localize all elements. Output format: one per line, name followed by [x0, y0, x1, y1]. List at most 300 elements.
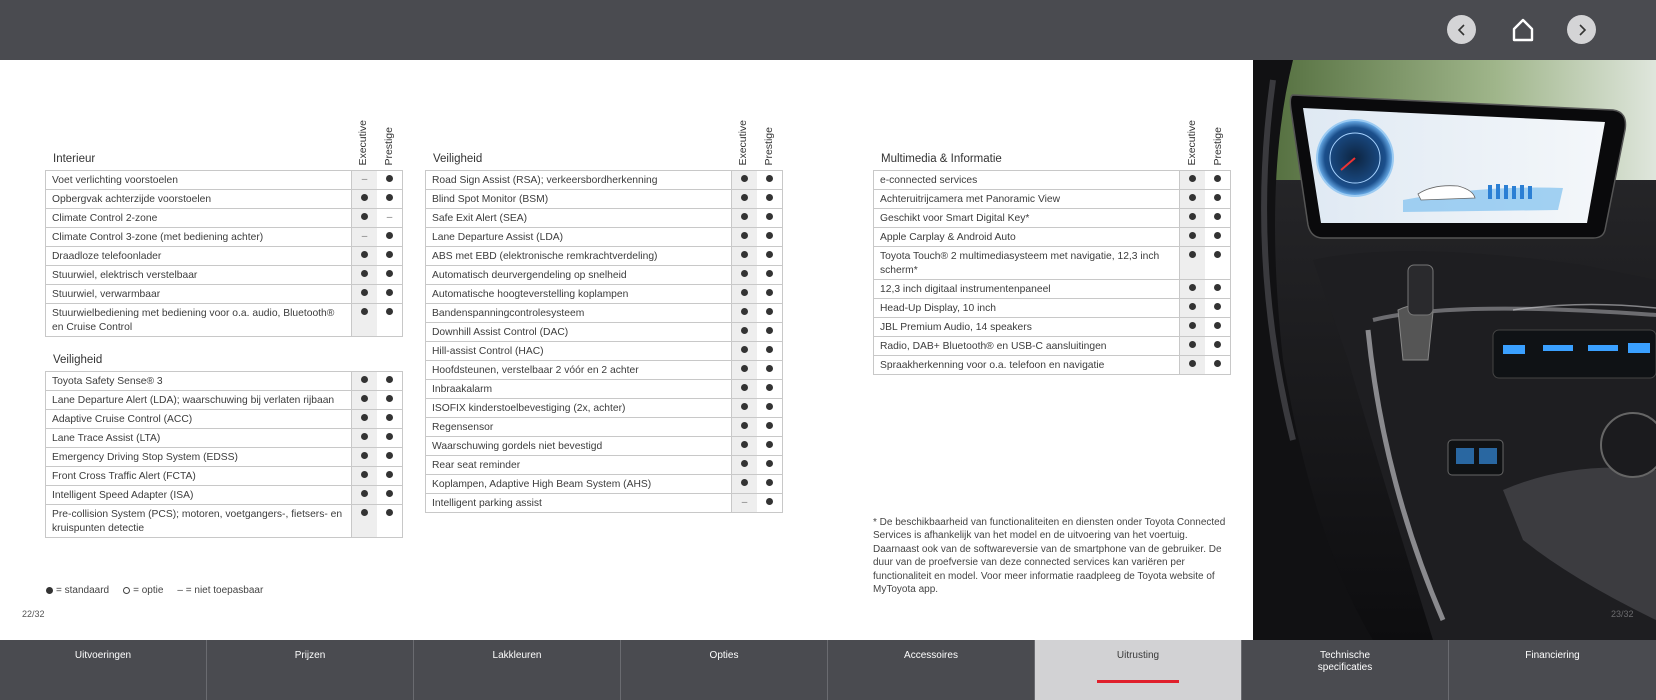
- executive-cell: [1180, 280, 1205, 298]
- legend: [46, 585, 263, 596]
- standard-dot-icon: [766, 384, 773, 391]
- home-button[interactable]: [1509, 16, 1537, 44]
- executive-cell: [732, 285, 757, 303]
- tab-uitrusting[interactable]: [1035, 640, 1242, 700]
- standard-dot-icon: [1214, 341, 1221, 348]
- feature-label: ISOFIX kinderstoelbevestiging (2x, achter): [426, 399, 732, 417]
- feature-label: Pre-collision System (PCS); motoren, voetgangers-, fietsers- en kruispunten detectie: [46, 505, 352, 537]
- executive-cell: [732, 190, 757, 208]
- standard-dot-icon: [361, 471, 368, 478]
- section-title-veiligheid: Veiligheid: [53, 354, 103, 366]
- prestige-cell: [757, 418, 782, 436]
- standard-dot-icon: [386, 251, 393, 258]
- ring-icon: [123, 587, 130, 594]
- executive-cell: [352, 228, 377, 246]
- executive-cell: [352, 429, 377, 447]
- standard-dot-icon: [386, 194, 393, 201]
- col-head-prestige: Prestige: [383, 127, 395, 166]
- table-row: [874, 356, 1230, 375]
- executive-cell: [352, 467, 377, 485]
- standard-dot-icon: [766, 327, 773, 334]
- feature-label: Opbergvak achterzijde voorstoelen: [46, 190, 352, 208]
- prestige-cell: [377, 209, 402, 227]
- executive-cell: [352, 190, 377, 208]
- footnote: * De beschikbaarheid van functionaliteiten en diensten onder Toyota Connected Services is afhankelijk van het model en de uitvoering van het voertuig. Daarnaast ook van de softwareversie van de smartphone van de gebruiker. De duur van de proefversie van deze connected services kan variëren per functionaliteit en model. Voor meer informatie raadpleeg de Toyota website of MyToyota app.: [873, 517, 1226, 596]
- bottom-nav: [0, 640, 1656, 700]
- table-row: [874, 171, 1230, 190]
- standard-dot-icon: [1214, 322, 1221, 329]
- executive-cell: [732, 209, 757, 227]
- executive-cell: [1180, 337, 1205, 355]
- prestige-cell: [757, 475, 782, 493]
- feature-label: Climate Control 3-zone (met bediening achter): [46, 228, 352, 246]
- standard-dot-icon: [1214, 303, 1221, 310]
- feature-label: Toyota Safety Sense® 3: [46, 372, 352, 390]
- standard-dot-icon: [386, 175, 393, 182]
- table-row: [426, 247, 782, 266]
- tab-uitvoeringen[interactable]: [0, 640, 207, 700]
- standard-dot-icon: [741, 441, 748, 448]
- executive-cell: [732, 475, 757, 493]
- executive-cell: [1180, 247, 1205, 279]
- standard-dot-icon: [741, 270, 748, 277]
- prestige-cell: [1205, 337, 1230, 355]
- standard-dot-icon: [766, 422, 773, 429]
- feature-label: Lane Departure Assist (LDA): [426, 228, 732, 246]
- standard-dot-icon: [361, 509, 368, 516]
- prestige-cell: [757, 266, 782, 284]
- table-row: [46, 410, 402, 429]
- executive-cell: [352, 209, 377, 227]
- executive-cell: [352, 410, 377, 428]
- prestige-cell: [377, 410, 402, 428]
- tab-label: Uitrusting: [1116, 650, 1160, 661]
- standard-dot-icon: [766, 403, 773, 410]
- standard-dot-icon: [386, 433, 393, 440]
- feature-label: Radio, DAB+ Bluetooth® en USB-C aansluitingen: [874, 337, 1180, 355]
- tab-prijzen[interactable]: [207, 640, 414, 700]
- feature-label: Apple Carplay & Android Auto: [874, 228, 1180, 246]
- standard-dot-icon: [1189, 322, 1196, 329]
- table-row: [426, 399, 782, 418]
- table-row: [426, 323, 782, 342]
- table-row: [46, 247, 402, 266]
- prestige-cell: [377, 391, 402, 409]
- prestige-cell: [377, 429, 402, 447]
- table-veiligheid-mid: [425, 170, 783, 513]
- executive-cell: [1180, 190, 1205, 208]
- standard-dot-icon: [386, 395, 393, 402]
- executive-cell: [352, 391, 377, 409]
- feature-label: Spraakherkenning voor o.a. telefoon en navigatie: [874, 356, 1180, 374]
- standard-dot-icon: [741, 308, 748, 315]
- standard-dot-icon: [1214, 360, 1221, 367]
- standard-dot-icon: [766, 365, 773, 372]
- car-interior-image: [1253, 60, 1656, 640]
- prestige-cell: [757, 190, 782, 208]
- executive-cell: [352, 304, 377, 336]
- prestige-cell: [1205, 190, 1230, 208]
- section-title-veiligheid: Veiligheid: [433, 153, 483, 165]
- standard-dot-icon: [361, 433, 368, 440]
- tab-label: Prijzen: [294, 650, 326, 661]
- feature-label: Intelligent Speed Adapter (ISA): [46, 486, 352, 504]
- standard-dot-icon: [741, 403, 748, 410]
- standard-dot-icon: [1214, 284, 1221, 291]
- prestige-cell: [757, 247, 782, 265]
- prestige-cell: [1205, 228, 1230, 246]
- table-row: [426, 418, 782, 437]
- executive-cell: [352, 372, 377, 390]
- legend-standard: = standaard: [46, 585, 109, 596]
- standard-dot-icon: [766, 441, 773, 448]
- standard-dot-icon: [386, 232, 393, 239]
- standard-dot-icon: [386, 509, 393, 516]
- executive-cell: [732, 266, 757, 284]
- col-head-prestige: Prestige: [1212, 127, 1224, 166]
- executive-cell: [732, 456, 757, 474]
- table-veiligheid-left: [45, 371, 403, 538]
- table-row: [426, 475, 782, 494]
- tab-financiering[interactable]: [1449, 640, 1656, 700]
- table-row: [426, 361, 782, 380]
- prestige-cell: [1205, 171, 1230, 189]
- executive-cell: [352, 448, 377, 466]
- standard-dot-icon: [1214, 194, 1221, 201]
- standard-dot-icon: [361, 289, 368, 296]
- feature-label: Lane Departure Alert (LDA); waarschuwing bij verlaten rijbaan: [46, 391, 352, 409]
- executive-cell: [732, 437, 757, 455]
- table-row: [426, 342, 782, 361]
- prestige-cell: [377, 304, 402, 336]
- feature-label: Downhill Assist Control (DAC): [426, 323, 732, 341]
- prestige-cell: [377, 467, 402, 485]
- executive-cell: [1180, 318, 1205, 336]
- table-row: [874, 228, 1230, 247]
- table-row: [46, 266, 402, 285]
- executive-cell: [1180, 299, 1205, 317]
- prestige-cell: [377, 190, 402, 208]
- standard-dot-icon: [766, 498, 773, 505]
- standard-dot-icon: [361, 251, 368, 258]
- table-row: [46, 171, 402, 190]
- table-row: [874, 247, 1230, 280]
- prestige-cell: [1205, 299, 1230, 317]
- standard-dot-icon: [361, 376, 368, 383]
- prestige-cell: [377, 285, 402, 303]
- standard-dot-icon: [766, 460, 773, 467]
- executive-cell: [352, 285, 377, 303]
- standard-dot-icon: [741, 232, 748, 239]
- feature-label: Koplampen, Adaptive High Beam System (AHS): [426, 475, 732, 493]
- tab-lakkleuren[interactable]: [414, 640, 621, 700]
- prestige-cell: [757, 228, 782, 246]
- table-row: [426, 209, 782, 228]
- executive-cell: [732, 228, 757, 246]
- feature-label: Blind Spot Monitor (BSM): [426, 190, 732, 208]
- prestige-cell: [757, 171, 782, 189]
- prestige-cell: [377, 448, 402, 466]
- legend-na: – = niet toepasbaar: [177, 585, 264, 596]
- tab-label: Accessoires: [904, 650, 958, 661]
- table-row: [46, 285, 402, 304]
- standard-dot-icon: [766, 479, 773, 486]
- feature-label: Achteruitrijcamera met Panoramic View: [874, 190, 1180, 208]
- table-row: [46, 391, 402, 410]
- standard-dot-icon: [741, 365, 748, 372]
- feature-label: ABS met EBD (elektronische remkrachtverdeling): [426, 247, 732, 265]
- standard-dot-icon: [741, 289, 748, 296]
- feature-label: Inbraakalarm: [426, 380, 732, 398]
- table-row: [426, 494, 782, 513]
- next-button[interactable]: [1567, 15, 1596, 44]
- prestige-cell: [757, 285, 782, 303]
- standard-dot-icon: [1189, 341, 1196, 348]
- executive-cell: [1180, 356, 1205, 374]
- standard-dot-icon: [766, 308, 773, 315]
- standard-dot-icon: [741, 460, 748, 467]
- standard-dot-icon: [741, 422, 748, 429]
- table-row: [426, 266, 782, 285]
- table-row: [46, 467, 402, 486]
- executive-cell: [732, 361, 757, 379]
- executive-cell: [732, 247, 757, 265]
- col-head-prestige: Prestige: [763, 127, 775, 166]
- table-row: [874, 190, 1230, 209]
- prestige-cell: [757, 304, 782, 322]
- prestige-cell: [1205, 318, 1230, 336]
- feature-label: Lane Trace Assist (LTA): [46, 429, 352, 447]
- standard-dot-icon: [1189, 175, 1196, 182]
- executive-cell: [352, 171, 377, 189]
- table-row: [874, 318, 1230, 337]
- prestige-cell: [1205, 209, 1230, 227]
- standard-dot-icon: [1214, 232, 1221, 239]
- active-tab-indicator: [1097, 680, 1179, 683]
- prestige-cell: [1205, 247, 1230, 279]
- executive-cell: [352, 486, 377, 504]
- executive-cell: [1180, 209, 1205, 227]
- standard-dot-icon: [741, 213, 748, 220]
- feature-label: Toyota Touch® 2 multimediasysteem met navigatie, 12,3 inch scherm*: [874, 247, 1180, 279]
- prestige-cell: [757, 494, 782, 512]
- standard-dot-icon: [386, 270, 393, 277]
- standard-dot-icon: [766, 194, 773, 201]
- table-multimedia: [873, 170, 1231, 375]
- feature-label: Automatisch deurvergendeling op snelheid: [426, 266, 732, 284]
- standard-dot-icon: [1189, 360, 1196, 367]
- table-row: [46, 190, 402, 209]
- tab-label: Technische specificaties: [1317, 650, 1373, 673]
- standard-dot-icon: [361, 414, 368, 421]
- table-row: [874, 299, 1230, 318]
- standard-dot-icon: [766, 175, 773, 182]
- table-row: [46, 448, 402, 467]
- standard-dot-icon: [1189, 232, 1196, 239]
- prestige-cell: [377, 266, 402, 284]
- tab-opties[interactable]: [621, 640, 828, 700]
- standard-dot-icon: [386, 414, 393, 421]
- standard-dot-icon: [1189, 284, 1196, 291]
- executive-cell: [732, 304, 757, 322]
- tab-label: Lakkleuren: [492, 650, 542, 661]
- prestige-cell: [377, 505, 402, 537]
- table-row: [46, 486, 402, 505]
- standard-dot-icon: [741, 327, 748, 334]
- executive-cell: [732, 494, 757, 512]
- prestige-cell: [1205, 356, 1230, 374]
- col-head-executive: Executive: [357, 120, 369, 166]
- prestige-cell: [377, 171, 402, 189]
- feature-label: Adaptive Cruise Control (ACC): [46, 410, 352, 428]
- table-row: [874, 280, 1230, 299]
- feature-label: Stuurwiel, verwarmbaar: [46, 285, 352, 303]
- not-applicable-dash: –: [361, 231, 368, 242]
- chevron-left-icon: [1455, 23, 1469, 37]
- standard-dot-icon: [386, 376, 393, 383]
- table-row: [426, 171, 782, 190]
- standard-dot-icon: [361, 194, 368, 201]
- standard-dot-icon: [386, 490, 393, 497]
- executive-cell: [732, 399, 757, 417]
- not-applicable-dash: –: [386, 212, 393, 223]
- executive-cell: [732, 380, 757, 398]
- feature-label: Intelligent parking assist: [426, 494, 732, 512]
- standard-dot-icon: [766, 251, 773, 258]
- feature-label: Hoofdsteunen, verstelbaar 2 vóór en 2 achter: [426, 361, 732, 379]
- prestige-cell: [757, 361, 782, 379]
- prestige-cell: [757, 380, 782, 398]
- standard-dot-icon: [766, 270, 773, 277]
- table-row: [426, 304, 782, 323]
- standard-dot-icon: [361, 452, 368, 459]
- top-bar: [0, 0, 1656, 60]
- tab-technische[interactable]: [1242, 640, 1449, 700]
- table-row: [46, 228, 402, 247]
- prestige-cell: [377, 228, 402, 246]
- page-number-left: 22/32: [22, 609, 45, 619]
- page-number-right: 23/32: [1611, 609, 1634, 619]
- standard-dot-icon: [1189, 251, 1196, 258]
- executive-cell: [732, 323, 757, 341]
- home-icon: [1509, 16, 1537, 44]
- executive-cell: [352, 247, 377, 265]
- table-row: [874, 337, 1230, 356]
- table-row: [426, 380, 782, 399]
- feature-label: Rear seat reminder: [426, 456, 732, 474]
- standard-dot-icon: [361, 308, 368, 315]
- col-head-executive: Executive: [1186, 120, 1198, 166]
- executive-cell: [352, 266, 377, 284]
- standard-dot-icon: [1214, 251, 1221, 258]
- standard-dot-icon: [741, 251, 748, 258]
- feature-label: Automatische hoogteverstelling koplampen: [426, 285, 732, 303]
- feature-label: Head-Up Display, 10 inch: [874, 299, 1180, 317]
- table-row: [426, 437, 782, 456]
- standard-dot-icon: [1214, 175, 1221, 182]
- standard-dot-icon: [361, 490, 368, 497]
- standard-dot-icon: [386, 308, 393, 315]
- table-row: [874, 209, 1230, 228]
- feature-label: Road Sign Assist (RSA); verkeersbordherkenning: [426, 171, 732, 189]
- previous-button[interactable]: [1447, 15, 1476, 44]
- executive-cell: [732, 342, 757, 360]
- prestige-cell: [377, 247, 402, 265]
- standard-dot-icon: [1189, 213, 1196, 220]
- table-row: [46, 304, 402, 337]
- feature-label: Stuurwielbediening met bediening voor o.a. audio, Bluetooth® en Cruise Control: [46, 304, 352, 336]
- standard-dot-icon: [386, 471, 393, 478]
- standard-dot-icon: [766, 289, 773, 296]
- standard-dot-icon: [766, 232, 773, 239]
- feature-label: Waarschuwing gordels niet bevestigd: [426, 437, 732, 455]
- prestige-cell: [757, 437, 782, 455]
- feature-label: Voet verlichting voorstoelen: [46, 171, 352, 189]
- standard-dot-icon: [741, 194, 748, 201]
- executive-cell: [1180, 171, 1205, 189]
- feature-label: 12,3 inch digitaal instrumentenpaneel: [874, 280, 1180, 298]
- executive-cell: [732, 171, 757, 189]
- dot-icon: [46, 587, 53, 594]
- table-row: [46, 372, 402, 391]
- executive-cell: [352, 505, 377, 537]
- legend-option: = optie: [123, 585, 163, 596]
- feature-label: Regensensor: [426, 418, 732, 436]
- feature-label: Geschikt voor Smart Digital Key*: [874, 209, 1180, 227]
- feature-label: Hill-assist Control (HAC): [426, 342, 732, 360]
- feature-label: Draadloze telefoonlader: [46, 247, 352, 265]
- interior-photo: [1253, 60, 1656, 640]
- standard-dot-icon: [741, 175, 748, 182]
- chevron-right-icon: [1575, 23, 1589, 37]
- prestige-cell: [757, 342, 782, 360]
- feature-label: JBL Premium Audio, 14 speakers: [874, 318, 1180, 336]
- prestige-cell: [1205, 280, 1230, 298]
- standard-dot-icon: [1189, 194, 1196, 201]
- table-row: [426, 190, 782, 209]
- not-applicable-dash: –: [741, 497, 748, 508]
- standard-dot-icon: [361, 270, 368, 277]
- not-applicable-dash: –: [361, 174, 368, 185]
- feature-label: Front Cross Traffic Alert (FCTA): [46, 467, 352, 485]
- col-head-executive: Executive: [737, 120, 749, 166]
- tab-accessoires[interactable]: [828, 640, 1035, 700]
- prestige-cell: [377, 486, 402, 504]
- standard-dot-icon: [361, 213, 368, 220]
- feature-label: Safe Exit Alert (SEA): [426, 209, 732, 227]
- table-row: [426, 456, 782, 475]
- table-row: [426, 228, 782, 247]
- prestige-cell: [757, 399, 782, 417]
- feature-label: Stuurwiel, elektrisch verstelbaar: [46, 266, 352, 284]
- standard-dot-icon: [766, 213, 773, 220]
- feature-label: Climate Control 2-zone: [46, 209, 352, 227]
- standard-dot-icon: [741, 479, 748, 486]
- prestige-cell: [757, 456, 782, 474]
- standard-dot-icon: [766, 346, 773, 353]
- section-title-interieur: Interieur: [53, 153, 96, 165]
- tab-label: Uitvoeringen: [74, 650, 132, 661]
- standard-dot-icon: [741, 384, 748, 391]
- feature-label: Bandenspanningcontrolesysteem: [426, 304, 732, 322]
- prestige-cell: [377, 372, 402, 390]
- prestige-cell: [757, 209, 782, 227]
- standard-dot-icon: [1189, 303, 1196, 310]
- feature-label: Emergency Driving Stop System (EDSS): [46, 448, 352, 466]
- table-row: [46, 209, 402, 228]
- section-title-multimedia: Multimedia & Informatie: [881, 153, 1002, 165]
- tab-label: Financiering: [1525, 650, 1580, 661]
